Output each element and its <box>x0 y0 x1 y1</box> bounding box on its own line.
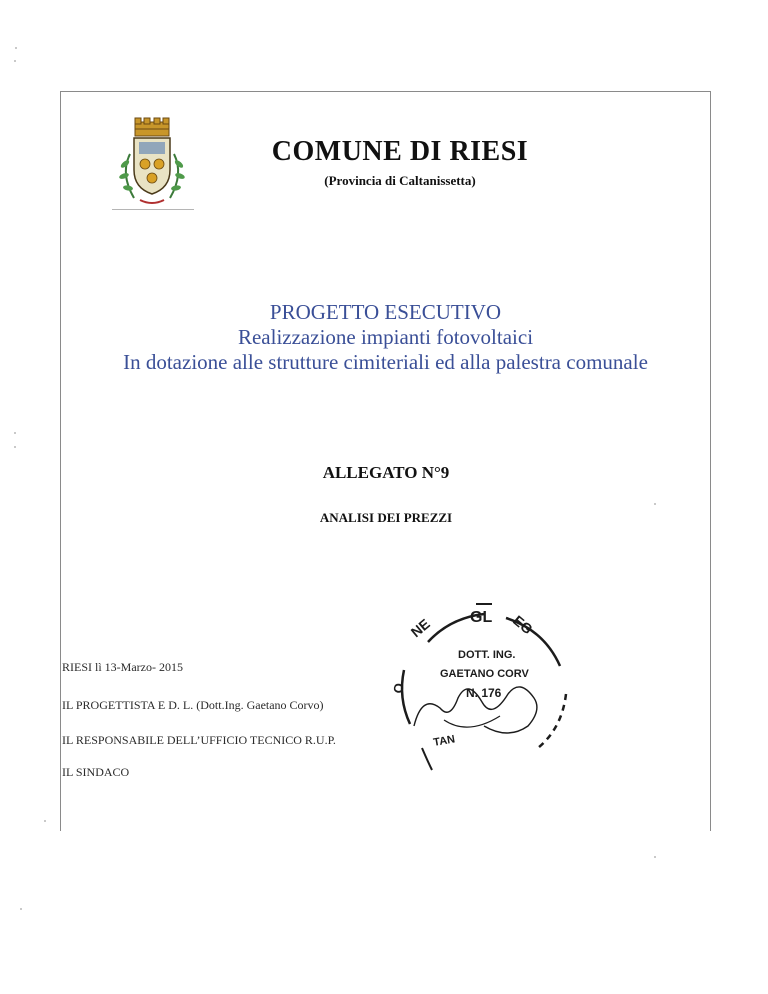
date-line: RIESI lì 13-Marzo- 2015 <box>62 660 183 674</box>
frame-top-border <box>60 91 711 92</box>
frame-left-border <box>60 91 61 831</box>
stamp-name: GAETANO CORV <box>440 668 529 680</box>
province-name: (Provincia di Caltanissetta) <box>324 173 476 188</box>
stamp-number: N. 176 <box>466 686 502 700</box>
project-type: PROGETTO ESECUTIVO <box>269 300 502 324</box>
attachment-number: ALLEGATO N°9 <box>322 463 450 482</box>
scan-speck <box>14 60 16 62</box>
scan-speck <box>44 820 46 822</box>
engineer-stamp-icon <box>388 598 580 776</box>
scan-speck <box>20 908 22 910</box>
project-subtitle: In dotazione alle strutture cimiteriali ed alla palestra comunale <box>123 350 648 374</box>
frame-right-border <box>710 91 711 831</box>
stamp-title: DOTT. ING. <box>458 649 516 661</box>
scan-speck <box>14 446 16 448</box>
attachment-name: ANALISI DEI PREZZI <box>319 510 453 525</box>
svg-text:EG: EG <box>510 612 536 638</box>
svg-text:GL: GL <box>470 609 493 626</box>
svg-text:TAN: TAN <box>432 733 456 749</box>
scan-speck <box>654 856 656 858</box>
crest-underline <box>112 209 194 210</box>
scan-speck <box>15 47 17 49</box>
project-title: Realizzazione impianti fotovoltaici <box>237 325 534 349</box>
mayor-signature-line: IL SINDACO <box>62 765 130 779</box>
technical-office-signature-line: IL RESPONSABILE DELL’UFFICIO TECNICO R.U.P. <box>62 733 336 747</box>
coat-of-arms-icon <box>110 114 194 210</box>
svg-text:NE: NE <box>407 615 433 641</box>
scan-speck <box>14 432 16 434</box>
scan-speck <box>654 503 656 505</box>
designer-signature-line: IL PROGETTISTA E D. L. (Dott.Ing. Gaetano Corvo) <box>62 698 324 712</box>
svg-text:O: O <box>390 681 407 695</box>
municipality-name: COMUNE DI RIESI <box>271 136 529 167</box>
